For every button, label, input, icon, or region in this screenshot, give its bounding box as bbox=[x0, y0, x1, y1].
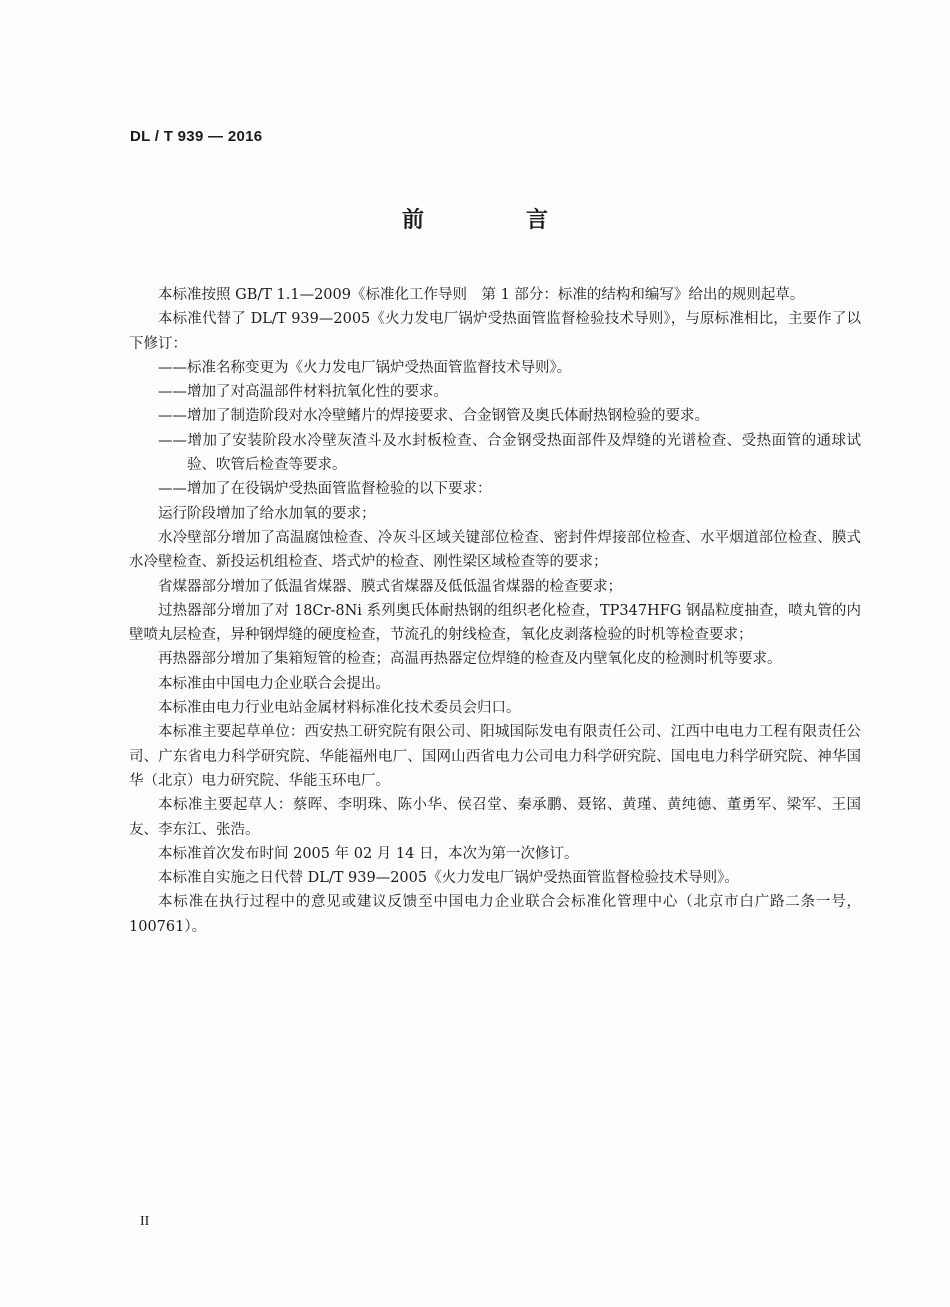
standard-code: DL / T 939 — 2016 bbox=[130, 128, 263, 145]
change-item-5: ——增加了在役锅炉受热面管监督检验的以下要求： bbox=[158, 481, 492, 498]
closing-feedback: 本标准在执行过程中的意见或建议反馈至中国电力企业联合会标准化管理中心（北京市白广路二条一号，100761）。 bbox=[129, 894, 861, 935]
foreword-body bbox=[129, 283, 861, 939]
closing-proposer: 本标准由中国电力企业联合会提出。 bbox=[158, 675, 390, 692]
change-item-3: ——增加了制造阶段对水冷壁鳍片的焊接要求、合金钢管及奥氏体耐热钢检验的要求。 bbox=[158, 408, 709, 425]
page-number: II bbox=[140, 1214, 150, 1229]
closing-supersedes: 本标准自实施之日代替 DL/T 939—2005《火力发电厂锅炉受热面管监督检验技术导则》。 bbox=[158, 870, 739, 887]
change-item-4: ——增加了安装阶段水冷壁灰渣斗及水封板检查、合金钢受热面部件及焊缝的光谱检查、受热面管的通球试验、吹管后检查等要求。 bbox=[158, 432, 861, 474]
closing-committee: 本标准由电力行业电站金属材料标准化技术委员会归口。 bbox=[158, 700, 521, 717]
in-service-item-2: 水冷壁部分增加了高温腐蚀检查、冷灰斗区域关键部位检查、密封件焊接部位检查、水平烟道部位检查、膜式水冷壁检查、新投运机组检查、塔式炉的检查、刚性梁区域检查等的要求； bbox=[129, 529, 861, 571]
paragraph-drafting-rules: 本标准按照 GB/T 1.1—2009《标准化工作导则 第 1 部分：标准的结构和编写》给出的规则起草。 bbox=[158, 287, 805, 303]
closing-first-release: 本标准首次发布时间 2005 年 02 月 14 日，本次为第一次修订。 bbox=[158, 845, 579, 862]
page-title: 前 言 bbox=[401, 208, 588, 233]
in-service-item-3: 省煤器部分增加了低温省煤器、膜式省煤器及低低温省煤器的检查要求； bbox=[158, 578, 622, 595]
in-service-item-5: 再热器部分增加了集箱短管的检查；高温再热器定位焊缝的检查及内壁氧化皮的检测时机等要求。 bbox=[158, 651, 782, 668]
change-item-1: ——标准名称变更为《火力发电厂锅炉受热面管监督技术导则》。 bbox=[158, 359, 572, 376]
closing-drafting-units: 本标准主要起草单位：西安热工研究院有限公司、阳城国际发电有限责任公司、江西中电电力工程有限责任公司、广东省电力科学研究院、华能福州电厂、国网山西省电力公司电力科学研究院、国电电力科学研究院、神华国华（北京）电力研究院、华能玉环电厂。 bbox=[129, 724, 861, 789]
in-service-item-1: 运行阶段增加了给水加氧的要求； bbox=[158, 505, 376, 522]
paragraph-replacement: 本标准代替了 DL/T 939—2005《火力发电厂锅炉受热面管监督检验技术导则》，与原标准相比，主要作了以下修订： bbox=[129, 311, 861, 352]
closing-drafters: 本标准主要起草人：蔡晖、李明珠、陈小华、侯召堂、秦承鹏、聂铭、黄瑾、黄纯德、董勇军、梁军、王国友、李东江、张浩。 bbox=[129, 797, 861, 838]
change-item-2: ——增加了对高温部件材料抗氧化性的要求。 bbox=[158, 384, 448, 401]
in-service-item-4: 过热器部分增加了对 18Cr-8Ni 系列奥氏体耐热钢的组织老化检查，TP347HFG 钢晶粒度抽查，喷丸管的内壁喷丸层检查，异种钢焊缝的硬度检查，节流孔的射线检查，氧化皮剥落检验的时机等检查要求； bbox=[129, 602, 861, 644]
